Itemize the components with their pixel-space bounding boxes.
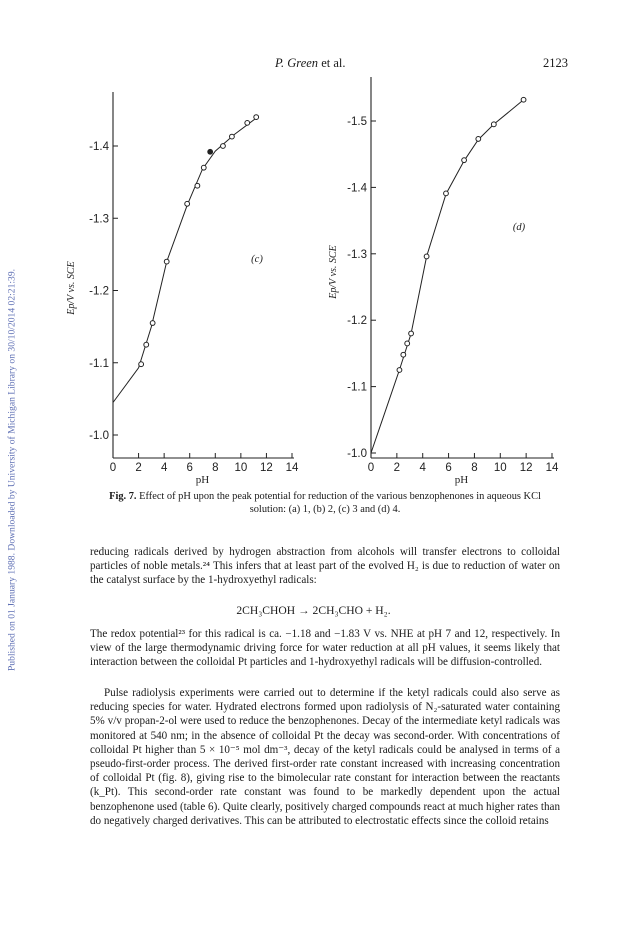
- panel-d-data-point: [424, 254, 429, 259]
- panel-c-data-point: [185, 201, 190, 206]
- panel-c-label: (c): [251, 254, 263, 265]
- panel-d-y-tick-label: -1.5: [347, 116, 367, 128]
- panel-d-data-point: [397, 368, 402, 373]
- panel-d-y-tick-label: -1.0: [347, 448, 367, 460]
- panel-c-data-point: [221, 144, 226, 149]
- panel-d-data-point: [444, 191, 449, 196]
- panel-c-y-tick-label: -1.1: [89, 357, 109, 370]
- paragraph-2: The redox potential²³ for this radical is ca. −1.18 and −1.83 V vs. NHE at pH 7 and 12, respectively. In view of the large thermodynamic driving force for water reduction at all pH values, it seems likely that interaction between the colloidal Pt particles and 1-hydroxyethyl radicals will be diffusion-controlled.: [90, 628, 560, 669]
- panel-d-x-tick-label: 12: [519, 462, 533, 474]
- panel-d-y-tick-label: -1.2: [347, 315, 367, 328]
- panel-c-data-point: [254, 115, 259, 120]
- panel-d-data-point: [476, 137, 481, 142]
- panel-d-fitted-curve: [371, 100, 524, 453]
- panel-c-data-point: [144, 342, 149, 347]
- caption-text: Effect of pH upon the peak potential for reduction of the various benzophenones in aqueous KCl solution: (a) 1, (b) 2, (c) 3 and (d) 4.: [136, 491, 541, 515]
- panel-d-y-axis-label: Ep/V vs. SCE: [328, 245, 339, 299]
- panel-c-x-tick-label: 4: [160, 462, 168, 474]
- panel-c-x-tick-label: 14: [285, 462, 299, 474]
- panel-d-y-tick-label: -1.1: [347, 381, 367, 394]
- panel-c-y-axis-label: Ep/V vs. SCE: [66, 261, 77, 315]
- panel-d-data-point: [462, 158, 467, 163]
- panel-c-x-axis-label: pH: [195, 474, 210, 486]
- panel-c-data-point: [201, 165, 206, 170]
- panel-d-x-tick-label: 0: [367, 462, 375, 474]
- panel-c-x-tick-label: 12: [260, 462, 273, 474]
- panel-c-data-point: [245, 120, 250, 125]
- panel-c-y-tick-label: -1.2: [89, 285, 109, 298]
- panel-c-y-tick-label: -1.3: [89, 213, 109, 226]
- panel-c-x-tick-label: 10: [234, 462, 248, 474]
- download-notice: Published on 01 January 1988. Downloaded by University of Michigan Library on 30/10/2014 02:21:39.: [6, 268, 18, 672]
- panel-d-x-tick-label: 4: [419, 462, 426, 474]
- author-name: P. Green: [275, 56, 319, 70]
- panel-d-x-tick-label: 2: [393, 462, 401, 474]
- panel-d-data-point: [491, 122, 496, 127]
- panel-d-data-point: [409, 331, 414, 336]
- panel-d-y-tick-label: -1.4: [347, 182, 367, 195]
- panel-c-fitted-curve: [113, 117, 258, 402]
- figure-caption: [90, 490, 560, 516]
- panel-c-data-point: [230, 134, 235, 139]
- paragraph-3: Pulse radiolysis experiments were carried out to determine if the ketyl radicals could also serve as reducing species for water. Hydrated electrons formed upon radiolysis of N₂-saturated water containing 5% v/v propan-2-ol were used to reduce the benzophenones. Decay of the intermediate ketyl radicals was monitored at 540 nm; in the absence of colloidal Pt the decay was second-order. With concentrations of colloidal Pt higher than 5 × 10⁻⁵ mol dm⁻³, decay of the ketyl radicals could be analysed in terms of a pseudo-first-order process. The derived first-order rate constant increased with increasing concentration of colloidal Pt (fig. 8), giving rise to the bimolecular rate constant for interaction between the reactants (k_Pt). This second-order rate constant was found to be markedly dependent upon the actual benzophenone used (table 6). Quite clearly, positively charged compounds react at much higher rates than do negatively charged derivatives. This can be attributed to electrostatic effects since the colloid retains: [90, 687, 560, 827]
- equation: 2CH₃CHOH → 2CH₃CHO + H₂.: [236, 604, 391, 617]
- panel-d-x-axis-label: pH: [454, 474, 469, 486]
- panel-d-data-point: [521, 97, 526, 102]
- panel-d-label: (d): [512, 222, 526, 233]
- panel-c-data-point: [195, 183, 200, 188]
- panel-d-x-tick-label: 10: [493, 462, 507, 474]
- caption-label: Fig. 7.: [109, 491, 137, 502]
- paragraph-1: reducing radicals derived by hydrogen abstraction from alcohols will transfer electrons to colloidal particles of noble metals.²⁴ This infers that at least part of the evolved H₂ is due to reduction of water on the catalyst surface by the 1-hydroxyethyl radicals:: [90, 546, 560, 587]
- panel-c-x-tick-label: 0: [109, 462, 117, 474]
- panel-c-x-tick-label: 8: [212, 462, 219, 474]
- panel-c-data-point: [150, 321, 155, 326]
- panel-d-x-tick-label: 14: [545, 462, 559, 474]
- panel-d-data-point: [401, 352, 406, 357]
- panel-d-data-point: [405, 341, 410, 346]
- panel-d-y-tick-label: -1.3: [347, 248, 367, 261]
- panel-c-x-tick-label: 2: [135, 462, 142, 474]
- panel-d-x-tick-label: 8: [471, 462, 478, 474]
- panel-c-x-tick-label: 6: [186, 462, 193, 474]
- panel-c-data-point: [164, 259, 169, 264]
- panel-c-data-point: [208, 149, 213, 154]
- author-suffix: et al.: [318, 56, 346, 70]
- panel-c-y-tick-label: -1.4: [89, 141, 109, 153]
- panel-c-data-point: [139, 362, 144, 367]
- panel-c-y-tick-label: -1.0: [89, 430, 109, 442]
- page-number: 2123: [543, 56, 568, 70]
- panel-d-x-tick-label: 6: [445, 462, 452, 474]
